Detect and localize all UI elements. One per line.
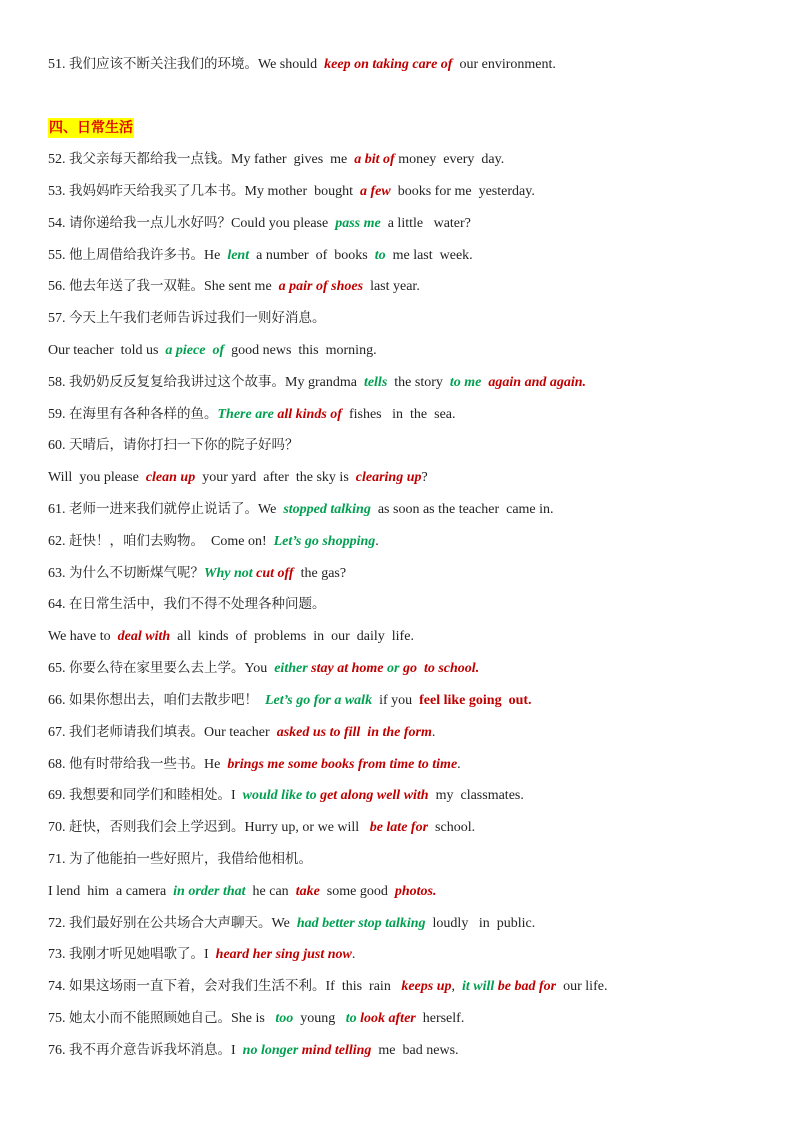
key-phrase-green: to: [345, 1011, 357, 1026]
item-number: 70.: [48, 820, 69, 835]
item-number: 59.: [48, 407, 69, 422]
chinese-text: 你要么待在家里要么去上学。: [69, 660, 245, 676]
key-phrase-green: lent: [227, 248, 250, 263]
english-text: .: [351, 947, 356, 962]
chinese-text: 我们应该不断关注我们的环境。: [69, 56, 258, 72]
item-number: 69.: [48, 788, 69, 803]
english-text: I: [204, 947, 216, 962]
key-phrase-red: all kinds of: [277, 407, 342, 422]
item-number: 51.: [48, 57, 69, 72]
item-number: 66.: [48, 693, 69, 708]
english-text: He: [204, 248, 228, 263]
key-phrase-green: or: [387, 661, 400, 676]
item-number: 73.: [48, 947, 69, 962]
item-number: 76.: [48, 1043, 69, 1058]
english-text: My father gives me: [231, 152, 355, 167]
sentence-line: [48, 54, 764, 75]
english-text: .: [375, 534, 379, 549]
chinese-text: 我父亲每天都给我一点钱。: [69, 151, 231, 167]
item-number: 61.: [48, 502, 69, 517]
sentence-line: [48, 181, 764, 202]
english-text: ?: [421, 470, 428, 485]
chinese-text: 天晴后，请你打扫一下你的院子好吗？: [69, 437, 299, 453]
english-text: if you: [372, 693, 420, 708]
english-text: .: [431, 725, 436, 740]
key-phrase-green: to: [374, 248, 386, 263]
key-phrase-green: it will: [462, 979, 495, 994]
english-text: [258, 693, 265, 708]
key-phrase-green: in order that: [173, 884, 246, 899]
item-number: 67.: [48, 725, 69, 740]
english-text: my classmates.: [428, 788, 524, 803]
english-text: I: [231, 788, 243, 803]
key-phrase-green: would like to: [242, 788, 317, 803]
key-phrase-red: heard her sing just now: [215, 947, 352, 962]
key-phrase-red-bold: feel like going out.: [419, 693, 532, 708]
sentence-line: [48, 467, 764, 488]
sentence-line: [48, 1040, 764, 1061]
item-number: 71.: [48, 852, 69, 867]
sentence-line: [48, 944, 764, 965]
english-text: the story: [387, 375, 450, 390]
english-text: Could you please: [231, 216, 336, 231]
sentence-line: [48, 435, 764, 456]
sentence-line: [48, 1008, 764, 1029]
sentence-line: [48, 594, 764, 615]
key-phrase-green: stopped talking: [283, 502, 371, 517]
english-text: We: [271, 916, 297, 931]
key-phrase-red: clearing up: [355, 470, 422, 485]
english-text: our life.: [556, 979, 608, 994]
key-phrase-green: either: [274, 661, 308, 676]
item-number: 56.: [48, 279, 69, 294]
key-phrase-green: to me: [449, 375, 482, 390]
item-number: 64.: [48, 597, 69, 612]
english-text: If this rain: [325, 979, 402, 994]
key-phrase-red: clean up: [145, 470, 196, 485]
chinese-text: 如果这场雨一直下着，会对我们生活不利。: [69, 978, 326, 994]
item-number: 72.: [48, 916, 69, 931]
key-phrase-green: tells: [363, 375, 388, 390]
sentence-line: [48, 245, 764, 266]
english-text: our environment.: [452, 57, 556, 72]
key-phrase-red: a bit of: [354, 152, 395, 167]
key-phrase-green: Let’s go for a walk: [265, 693, 373, 708]
english-text: My grandma: [285, 375, 364, 390]
chinese-text: 赶快！，咱们去购物。: [69, 533, 204, 549]
item-number: 57.: [48, 311, 69, 326]
item-number: 65.: [48, 661, 69, 676]
sentence-line: [48, 817, 764, 838]
key-phrase-red: mind telling: [301, 1043, 372, 1058]
sentence-line: [48, 149, 764, 170]
key-phrase-red: go to school.: [402, 661, 480, 676]
english-text: some good: [319, 884, 395, 899]
chinese-text: 他上周借给我许多书。: [69, 247, 204, 263]
key-phrase-red: stay at home: [311, 661, 384, 676]
key-phrase-green: too: [275, 1011, 294, 1026]
english-text: as soon as the teacher came in.: [370, 502, 554, 517]
english-text: I lend him a camera: [48, 884, 174, 899]
sentence-line: [48, 722, 764, 743]
english-text: young: [293, 1011, 346, 1026]
key-phrase-red: a few: [360, 184, 391, 199]
key-phrase-green: had better stop talking: [296, 916, 426, 931]
english-text: .: [457, 757, 461, 772]
key-phrase-green: no longer: [242, 1043, 299, 1058]
item-number: 55.: [48, 248, 69, 263]
sentence-line: [48, 276, 764, 297]
chinese-text: 她太小而不能照顾她自己。: [69, 1010, 231, 1026]
english-text: herself.: [415, 1011, 465, 1026]
english-text: We should: [258, 57, 325, 72]
key-phrase-green: a piece of: [165, 343, 225, 358]
sentence-line: [48, 849, 764, 870]
english-text: We: [258, 502, 284, 517]
chinese-text: 他有时带给我一些书。: [69, 756, 204, 772]
chinese-text: 我奶奶反反复复给我讲过这个故事。: [69, 374, 285, 390]
key-phrase-red: photos.: [394, 884, 437, 899]
english-text: money every day.: [394, 152, 505, 167]
english-text: Will you please: [48, 470, 146, 485]
key-phrase-red: get along well with: [320, 788, 429, 803]
sentence-line: [48, 404, 764, 425]
english-text: books for me yesterday.: [390, 184, 535, 199]
english-text: me bad news.: [371, 1043, 459, 1058]
key-phrase-red: deal with: [117, 629, 171, 644]
english-text: My mother bought: [244, 184, 360, 199]
sentence-line: [48, 499, 764, 520]
key-phrase-green: Let’s go shopping: [273, 534, 376, 549]
chinese-text: 在海里有各种各样的鱼。: [69, 406, 218, 422]
english-text: Come on!: [204, 534, 274, 549]
sentence-line: [48, 881, 764, 902]
sentence-line: [48, 308, 764, 329]
english-text: all kinds of problems in our daily life.: [170, 629, 414, 644]
key-phrase-red: keep on taking care of: [324, 57, 453, 72]
key-phrase-red: asked us to fill in the form: [276, 725, 432, 740]
sentence-line: [48, 372, 764, 393]
key-phrase-red: brings me some books from time to time: [227, 757, 458, 772]
english-text: She sent me: [204, 279, 279, 294]
item-number: 52.: [48, 152, 69, 167]
english-text: school.: [428, 820, 476, 835]
english-text: She is: [231, 1011, 276, 1026]
item-number: 75.: [48, 1011, 69, 1026]
sentence-line: [48, 785, 764, 806]
key-phrase-red: keeps up: [401, 979, 452, 994]
key-phrase-red: a pair of shoes: [278, 279, 364, 294]
key-phrase-green: Why not: [204, 566, 253, 581]
english-text: he can: [245, 884, 296, 899]
sentence-line: [48, 976, 764, 997]
english-text: I: [231, 1043, 243, 1058]
chinese-text: 我妈妈昨天给我买了几本书。: [69, 183, 245, 199]
english-text: your yard after the sky is: [195, 470, 356, 485]
english-text: a number of books: [249, 248, 375, 263]
english-text: ,: [451, 979, 462, 994]
english-text: Our teacher: [204, 725, 277, 740]
sentence-line: [48, 626, 764, 647]
english-text: You: [244, 661, 275, 676]
key-phrase-red: be bad for: [497, 979, 557, 994]
english-text: good news this morning.: [224, 343, 377, 358]
chinese-text: 他去年送了我一双鞋。: [69, 278, 204, 294]
sentence-line: [48, 690, 764, 711]
item-number: 74.: [48, 979, 69, 994]
item-number: 63.: [48, 566, 69, 581]
english-text: last year.: [363, 279, 420, 294]
chinese-text: 为什么不切断煤气呢？: [69, 565, 204, 581]
key-phrase-red: again and again.: [488, 375, 587, 390]
key-phrase-red: take: [295, 884, 320, 899]
item-number: 53.: [48, 184, 69, 199]
sentence-line: [48, 754, 764, 775]
item-number: 62.: [48, 534, 69, 549]
chinese-text: 赶快，否则我们会上学迟到。: [69, 819, 245, 835]
key-phrase-red: be late for: [369, 820, 429, 835]
sentence-line: [48, 340, 764, 361]
chinese-text: 如果你想出去，咱们去散步吧！: [69, 692, 258, 708]
sentence-line: [48, 531, 764, 552]
item-number: 68.: [48, 757, 69, 772]
sentence-line: [48, 658, 764, 679]
english-text: me last week.: [385, 248, 473, 263]
chinese-text: 我们最好别在公共场合大声聊天。: [69, 915, 272, 931]
chinese-text: 我不再介意告诉我坏消息。: [69, 1042, 231, 1058]
sentence-line: [48, 213, 764, 234]
key-phrase-green: There are: [217, 407, 274, 422]
key-phrase-green: pass me: [335, 216, 381, 231]
english-text: the gas?: [293, 566, 347, 581]
chinese-text: 老师一进来我们就停止说话了。: [69, 501, 258, 517]
english-text: loudly in public.: [425, 916, 536, 931]
chinese-text: 为了他能拍一些好照片，我借给他相机。: [69, 851, 312, 867]
chinese-text: 我们老师请我们填表。: [69, 724, 204, 740]
chinese-text: 今天上午我们老师告诉过我们一则好消息。: [69, 310, 326, 326]
item-number: 54.: [48, 216, 69, 231]
key-phrase-red: cut off: [256, 566, 294, 581]
chinese-text: 我刚才听见她唱歌了。: [69, 946, 204, 962]
english-text: Our teacher told us: [48, 343, 166, 358]
sentence-line: [48, 563, 764, 584]
key-phrase-red: look after: [360, 1011, 416, 1026]
sentence-line: [48, 913, 764, 934]
english-text: He: [204, 757, 228, 772]
english-text: We have to: [48, 629, 118, 644]
english-text: fishes in the sea.: [341, 407, 456, 422]
chinese-text: 请你递给我一点儿水好吗？: [69, 215, 231, 231]
chinese-text: 我想要和同学们和睦相处。: [69, 787, 231, 803]
english-text: a little water?: [380, 216, 471, 231]
item-number: 58.: [48, 375, 69, 390]
english-text: Hurry up, or we will: [244, 820, 370, 835]
section-heading: 四、日常生活: [49, 120, 133, 136]
item-number: 60.: [48, 438, 69, 453]
chinese-text: 在日常生活中，我们不得不处理各种问题。: [69, 596, 326, 612]
